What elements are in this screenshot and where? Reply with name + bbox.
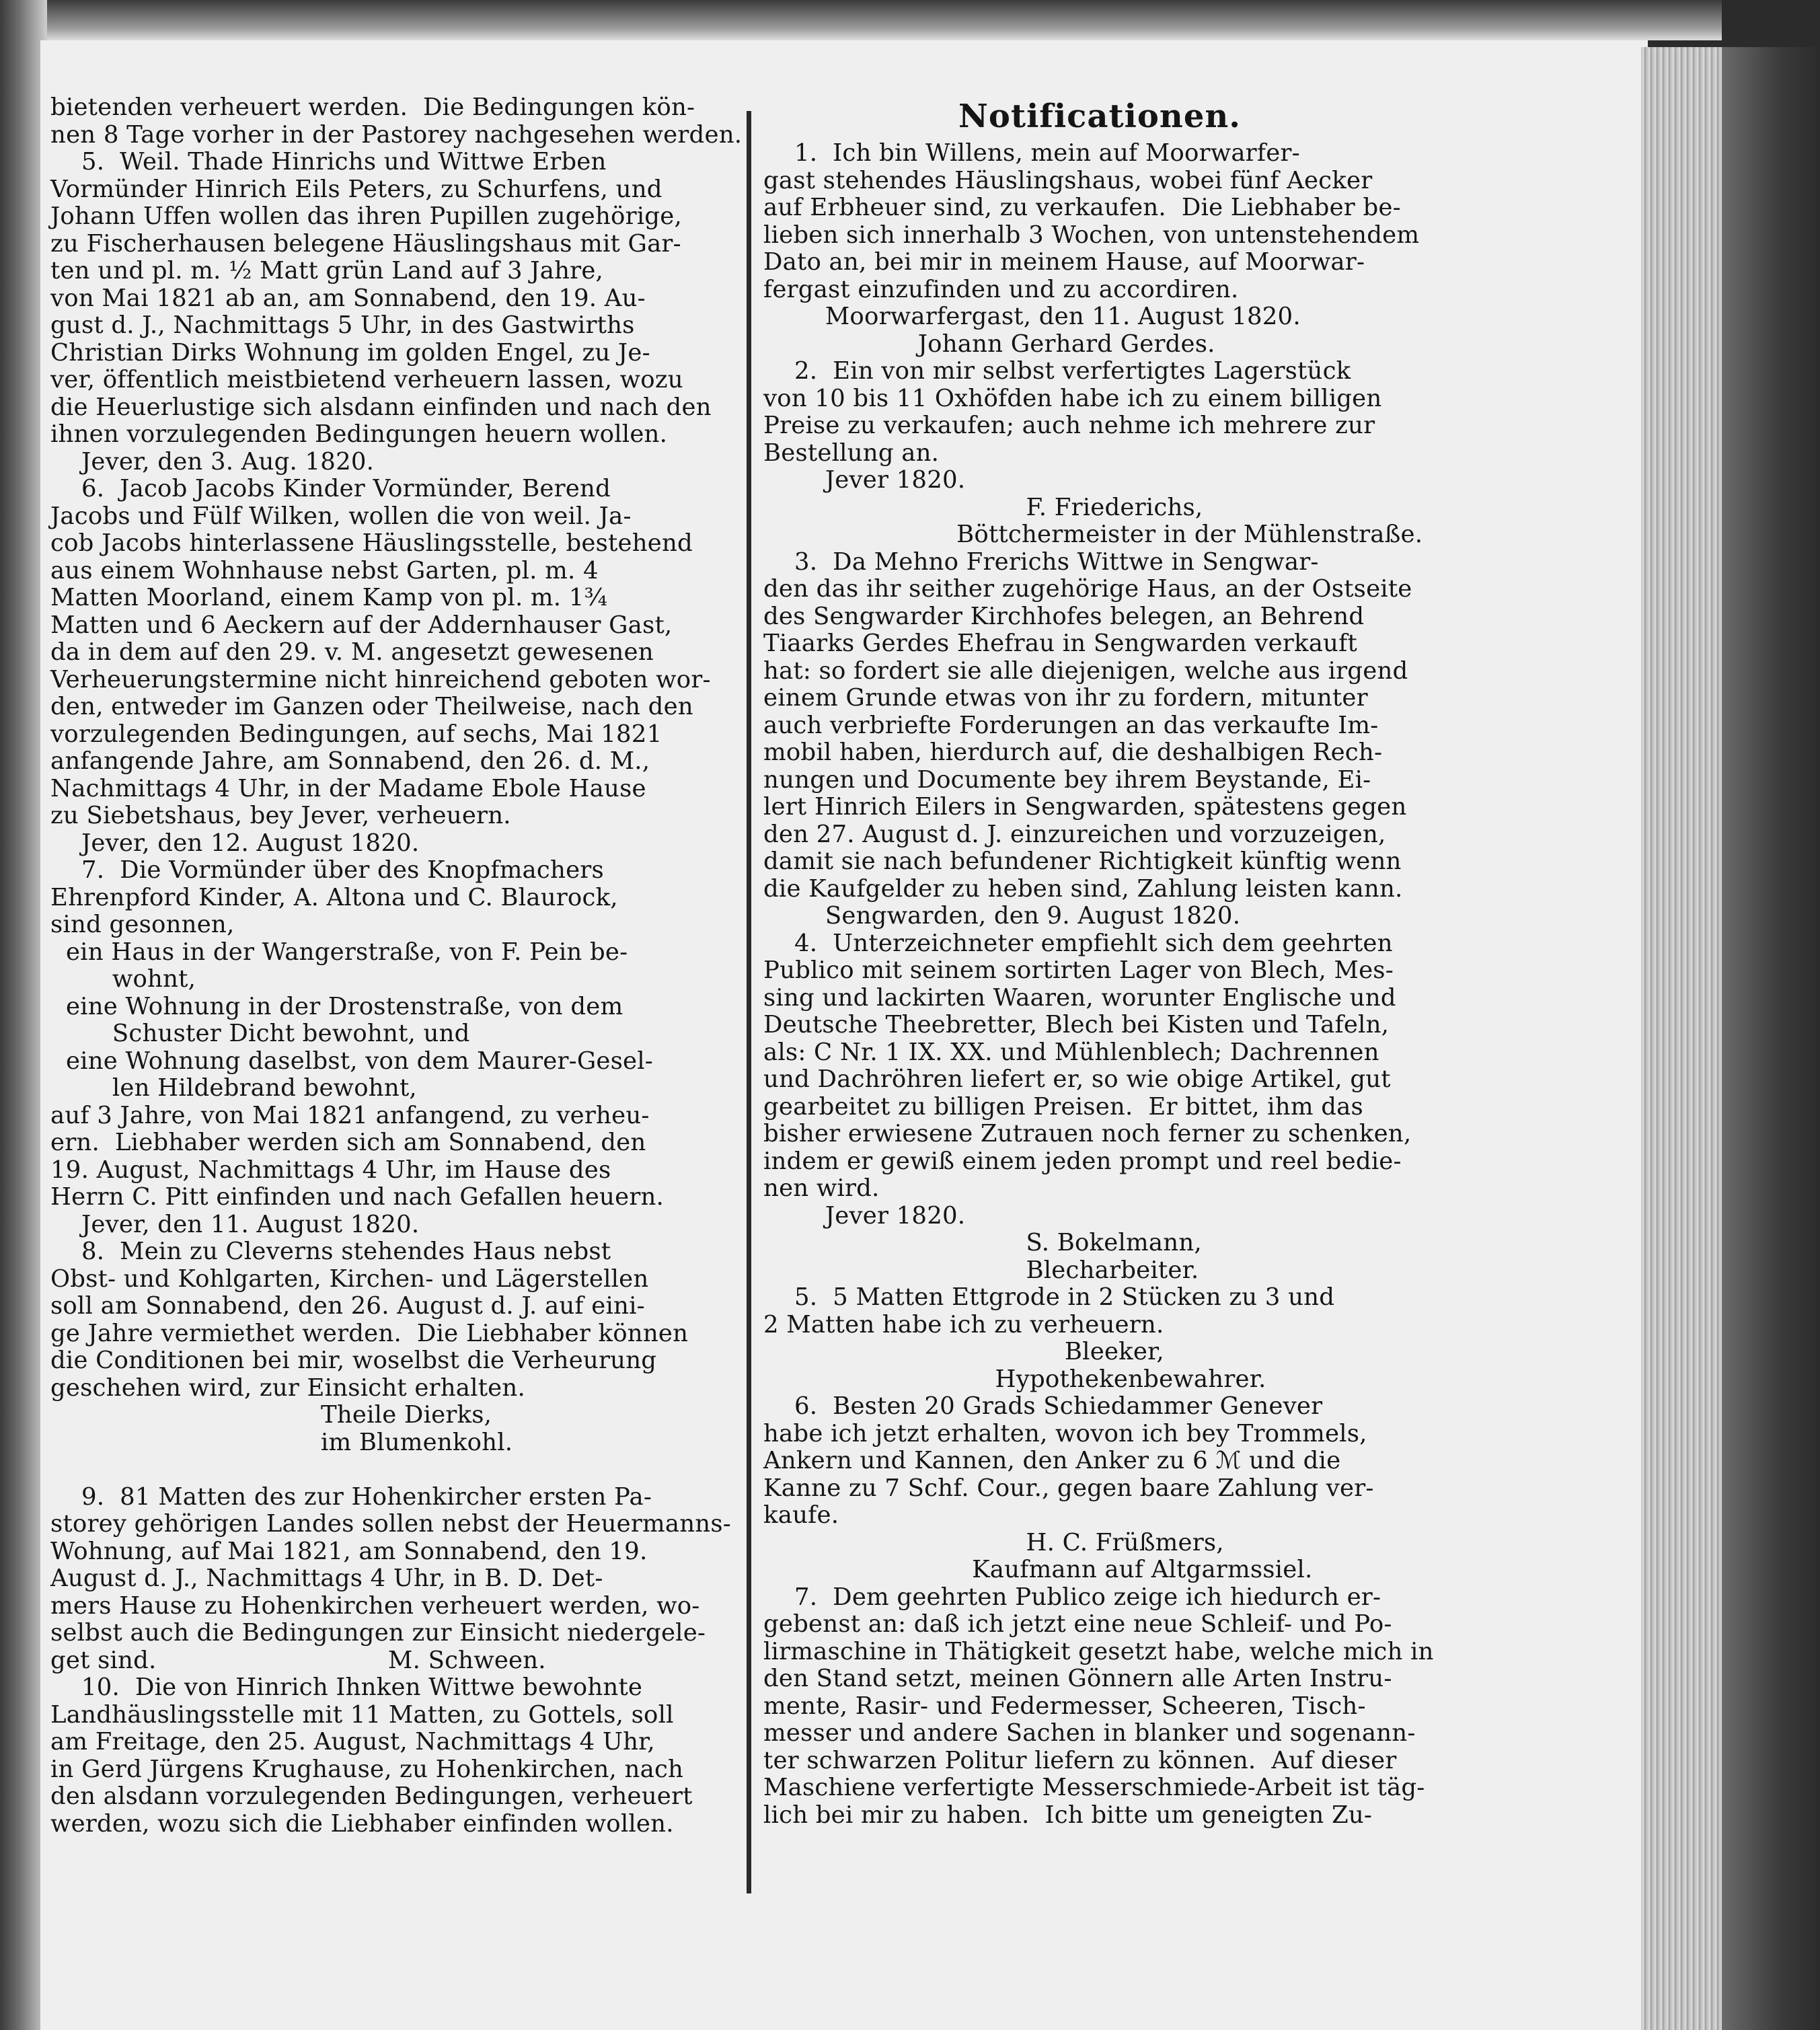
text-line: und Dachröhren liefert er, so wie obige Artikel, gut [763, 1065, 1391, 1093]
text-line: 8. Mein zu Cleverns stehendes Haus nebst [50, 1238, 611, 1265]
text-line: da in dem auf den 29. v. M. angesetzt gewesenen [50, 638, 654, 666]
text-line: Deutsche Theebretter, Blech bei Kisten und Tafeln, [763, 1011, 1390, 1039]
text-line: Bestellung an. [763, 439, 940, 467]
text-line: eine Wohnung daselbst, von dem Maurer-Gesel- [50, 1047, 653, 1075]
text-line: den 27. August d. J. einzureichen und vorzuzeigen, [763, 820, 1386, 848]
text-line: 3. Da Mehno Frerichs Wittwe in Sengwar- [763, 548, 1319, 576]
text-line: gebenst an: daß ich jetzt eine neue Schleif- und Po- [763, 1610, 1392, 1638]
text-line: Obst- und Kohlgarten, Kirchen- und Lägerstellen [50, 1265, 649, 1293]
text-line: Jever 1820. [763, 466, 966, 494]
text-line: einem Grunde etwas von ihr zu fordern, mitunter [763, 684, 1368, 712]
top-shadow [40, 0, 1722, 40]
text-line: am Freitage, den 25. August, Nachmittags 4 Uhr, [50, 1728, 655, 1756]
text-line: Jever 1820. [763, 1201, 966, 1230]
text-line: ge Jahre vermiethet werden. Die Liebhaber können [50, 1319, 689, 1347]
text-line: soll am Sonnabend, den 26. August d. J. auf eini- [50, 1292, 645, 1320]
text-line: Wohnung, auf Mai 1821, am Sonnabend, den 19. [50, 1537, 648, 1565]
text-line: Preise zu verkaufen; auch nehme ich mehrere zur [763, 412, 1375, 439]
left-column [50, 93, 743, 1838]
text-line: werden, wozu sich die Liebhaber einfinden wollen. [50, 1809, 674, 1838]
text-line: zu Fischerhausen belegene Häuslingshaus mit Gar- [50, 229, 681, 258]
text-line: Christian Dirks Wohnung im golden Engel, zu Je- [50, 338, 650, 367]
text-line: gust d. J., Nachmittags 5 Uhr, in des Gastwirths [50, 311, 635, 339]
text-line: von Mai 1821 ab an, am Sonnabend, den 19. Au- [50, 284, 646, 312]
text-line: Kanne zu 7 Schf. Cour., gegen baare Zahlung ver- [763, 1474, 1374, 1502]
text-line: den, entweder im Ganzen oder Theilweise, nach den [50, 693, 693, 720]
text-line: Nachmittags 4 Uhr, in der Madame Ebole Hause [50, 774, 646, 802]
text-line: Moorwarfergast, den 11. August 1820. [763, 303, 1301, 330]
text-line: 7. Die Vormünder über des Knopfmachers [50, 856, 604, 884]
text-line: Bleeker, [763, 1338, 1164, 1365]
text-line: den Stand setzt, meinen Gönnern alle Arten Instru- [763, 1665, 1392, 1692]
text-line: auch verbriefte Forderungen an das verkaufte Im- [763, 711, 1379, 739]
right-column-body [763, 140, 1436, 1829]
text-line: mobil haben, hierdurch auf, die deshalbigen Rech- [763, 739, 1383, 766]
text-line: wohnt, [50, 965, 196, 993]
text-line: Landhäuslingsstelle mit 11 Matten, zu Gottels, soll [50, 1700, 674, 1729]
text-line: 6. Besten 20 Grads Schiedammer Genever [763, 1392, 1323, 1420]
text-line [50, 1456, 736, 1484]
text-line: auf Erbheuer sind, zu verkaufen. Die Liebhaber be- [763, 194, 1401, 221]
text-line: gearbeitet zu billigen Preisen. Er bittet, ihm das [763, 1092, 1363, 1121]
text-line: 6. Jacob Jacobs Kinder Vormünder, Berend [50, 475, 611, 502]
text-line: Hypothekenbewahrer. [763, 1365, 1266, 1393]
text-line: ihnen vorzulegenden Bedingungen heuern wollen. [50, 420, 668, 448]
text-line: hat: so fordert sie alle diejenigen, welche aus irgend [763, 656, 1408, 685]
text-line: len Hildebrand bewohnt, [50, 1074, 417, 1102]
text-line: eine Wohnung in der Drostenstraße, von dem [50, 992, 623, 1020]
text-line: gast stehendes Häuslingshaus, wobei fünf Aecker [763, 166, 1373, 194]
text-line: Ankern und Kannen, den Anker zu 6 ℳ und die [763, 1447, 1341, 1474]
text-line: Blecharbeiter. [763, 1256, 1199, 1284]
text-line: Tiaarks Gerdes Ehefrau in Sengwarden verkauft [763, 630, 1357, 657]
text-line: geschehen wird, zur Einsicht erhalten. [50, 1374, 525, 1402]
text-line: Jever, den 3. Aug. 1820. [50, 447, 375, 476]
text-line: 10. Die von Hinrich Ihnken Wittwe bewohnte [50, 1674, 643, 1701]
text-line: anfangende Jahre, am Sonnabend, den 26. d. M., [50, 747, 650, 775]
text-line: 1. Ich bin Willens, mein auf Moorwarfer- [763, 139, 1300, 167]
text-line: 5. Weil. Thade Hinrichs und Wittwe Erben [50, 148, 607, 176]
text-line: nungen und Documente bey ihrem Beystande, Ei- [763, 765, 1371, 794]
text-line: selbst auch die Bedingungen zur Einsicht niedergele- [50, 1619, 706, 1647]
text-line: Kaufmann auf Altgarmssiel. [763, 1556, 1313, 1583]
text-line: von 10 bis 11 Oxhöfden habe ich zu einem billigen [763, 384, 1382, 412]
text-line: 9. 81 Matten des zur Hohenkircher ersten Pa- [50, 1482, 652, 1511]
text-line: den das ihr seither zugehörige Haus, an der Ostseite [763, 575, 1412, 603]
text-line: Herrn C. Pitt einfinden und nach Gefallen heuern. [50, 1183, 665, 1211]
text-line: in Gerd Jürgens Krughause, zu Hohenkirchen, nach [50, 1755, 684, 1783]
text-line: Verheuerungstermine nicht hinreichend geboten wor- [50, 665, 711, 693]
right-column [763, 94, 1436, 1829]
text-line: nen wird. [763, 1174, 880, 1202]
text-line: Johann Gerhard Gerdes. [763, 330, 1215, 358]
text-line: ein Haus in der Wangerstraße, von F. Pein be- [50, 938, 628, 966]
text-line: messer und andere Sachen in blanker und sogenann- [763, 1719, 1416, 1747]
text-line: lirmaschine in Thätigkeit gesetzt habe, welche mich in [763, 1637, 1434, 1665]
text-line: 5. 5 Matten Ettgrode in 2 Stücken zu 3 und [763, 1283, 1335, 1311]
text-line: kaufe. [763, 1501, 839, 1529]
text-line: Sengwarden, den 9. August 1820. [763, 902, 1241, 930]
text-line: F. Friederichs, [763, 493, 1203, 521]
text-line: Jacobs und Fülf Wilken, wollen die von weil. Ja- [50, 502, 632, 530]
text-line: cob Jacobs hinterlassene Häuslingsstelle, bestehend [50, 529, 693, 557]
text-line: bisher erwiesene Zutrauen noch ferner zu schenken, [763, 1120, 1412, 1148]
text-line: Johann Uffen wollen das ihren Pupillen zugehörige, [50, 202, 682, 230]
text-line: als: C Nr. 1 IX. XX. und Mühlenblech; Dachrennen [763, 1038, 1379, 1066]
text-line: damit sie nach befundener Richtigkeit künftig wenn [763, 848, 1402, 875]
text-line: bietenden verheuert werden. Die Bedingungen kön- [50, 93, 695, 121]
text-line: 7. Dem geehrten Publico zeige ich hiedurch er- [763, 1583, 1381, 1611]
text-line: H. C. Früßmers, [763, 1528, 1224, 1556]
text-line: Maschiene verfertigte Messerschmiede-Arbeit ist täg- [763, 1774, 1425, 1801]
text-line: Theile Dierks, [50, 1401, 492, 1429]
text-line: Matten und 6 Aeckern auf der Addernhauser Gast, [50, 611, 673, 639]
text-line: mente, Rasir- und Federmesser, Scheeren, Tisch- [763, 1692, 1366, 1720]
text-line: 4. Unterzeichneter empfiehlt sich dem geehrten [763, 929, 1393, 957]
text-line: fergast einzufinden und zu accordiren. [763, 275, 1239, 303]
text-line: vorzulegenden Bedingungen, auf sechs, Mai 1821 [50, 720, 662, 748]
column-divider [747, 111, 751, 1893]
text-line: den alsdann vorzulegenden Bedingungen, verheuert [50, 1782, 693, 1810]
text-line: sind gesonnen, [50, 911, 235, 938]
page-edges-shadow [1722, 47, 1820, 2030]
text-line: zu Siebetshaus, bey Jever, verheuern. [50, 802, 511, 829]
text-line: Böttchermeister in der Mühlenstraße. [763, 521, 1423, 548]
text-line: die Heuerlustige sich alsdann einfinden und nach den [50, 393, 712, 421]
text-line: Jever, den 11. August 1820. [50, 1210, 420, 1238]
text-line: Jever, den 12. August 1820. [50, 829, 420, 857]
text-line: Dato an, bei mir in meinem Hause, auf Moorwar- [763, 248, 1365, 276]
text-line: des Sengwarder Kirchhofes belegen, an Behrend [763, 602, 1365, 630]
text-line: 2. Ein von mir selbst verfertigtes Lagerstück [763, 357, 1351, 385]
text-line: die Kaufgelder zu heben sind, Zahlung leisten kann. [763, 874, 1403, 903]
text-line: indem er gewiß einem jeden prompt und reel bedie- [763, 1147, 1402, 1175]
text-line: ten und pl. m. ½ Matt grün Land auf 3 Jahre, [50, 257, 604, 285]
text-line: 19. August, Nachmittags 4 Uhr, im Hause des [50, 1156, 611, 1184]
page-edges [1641, 47, 1722, 2030]
text-line: lieben sich innerhalb 3 Wochen, von untenstehendem [763, 221, 1420, 249]
text-line: mers Hause zu Hohenkirchen verheuert werden, wo- [50, 1591, 700, 1620]
text-line: habe ich jetzt erhalten, wovon ich bey Trommels, [763, 1419, 1367, 1448]
text-line: lich bei mir zu haben. Ich bitte um geneigten Zu- [763, 1801, 1373, 1829]
text-line: ter schwarzen Politur liefern zu können. Auf dieser [763, 1746, 1397, 1774]
text-line: S. Bokelmann, [763, 1229, 1202, 1256]
text-line: 2 Matten habe ich zu verheuern. [763, 1310, 1164, 1339]
text-line: nen 8 Tage vorher in der Pastorey nachgesehen werden. [50, 120, 743, 149]
text-line: ver, öffentlich meistbietend verheuern lassen, wozu [50, 366, 683, 393]
text-line: Ehrenpford Kinder, A. Altona und C. Blaurock, [50, 883, 618, 911]
text-line: Vormünder Hinrich Eils Peters, zu Schurfens, und [50, 175, 662, 203]
section-heading: Notificationen. [958, 98, 1241, 135]
text-line: die Conditionen bei mir, woselbst die Verheurung [50, 1347, 657, 1374]
text-line: get sind. M. Schween. [50, 1646, 546, 1674]
text-line: August d. J., Nachmittags 4 Uhr, in B. D. Det- [50, 1565, 603, 1592]
text-line: Schuster Dicht bewohnt, und [50, 1020, 470, 1047]
text-line: ern. Liebhaber werden sich am Sonnabend, den [50, 1129, 646, 1156]
text-line: auf 3 Jahre, von Mai 1821 anfangend, zu verheu- [50, 1101, 650, 1129]
text-line: aus einem Wohnhause nebst Garten, pl. m. 4 [50, 556, 599, 585]
text-line: sing und lackirten Waaren, worunter Englische und [763, 983, 1396, 1012]
text-line: storey gehörigen Landes sollen nebst der Heuermanns- [50, 1510, 731, 1538]
text-line: Matten Moorland, einem Kamp von pl. m. 1¾ [50, 584, 608, 611]
text-line: im Blumenkohl. [50, 1428, 513, 1456]
text-line: Publico mit seinem sortirten Lager von Blech, Mes- [763, 956, 1394, 984]
text-line: lert Hinrich Eilers in Sengwarden, spätestens gegen [763, 793, 1407, 821]
